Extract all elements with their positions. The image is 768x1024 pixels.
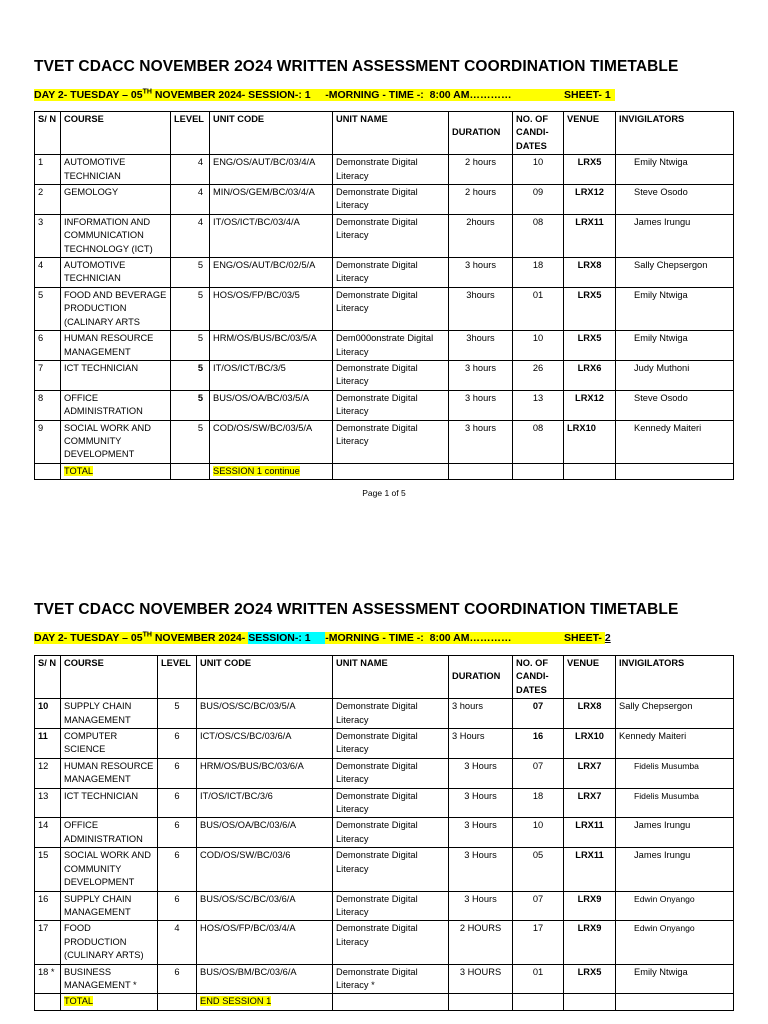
col-unit-name: UNIT NAME — [333, 112, 449, 155]
row-duration: 3 hours — [449, 699, 513, 729]
row-unit-name: Demonstrate Digital Literacy — [333, 848, 449, 891]
row-unit-code: HRM/OS/BUS/BC/03/5/A — [210, 331, 333, 361]
table-row — [35, 848, 734, 891]
row-candidates: 16 — [513, 729, 564, 759]
row-course: ICT TECHNICIAN — [61, 788, 158, 818]
page-footer: Page 1 of 5 — [362, 488, 406, 498]
row-duration: 2 hours — [449, 185, 513, 215]
col-unit-code: UNIT CODE — [210, 112, 333, 155]
row-course: FOOD PRODUCTION (CULINARY ARTS) — [61, 921, 158, 964]
row-unit-name: Demonstrate Digital Literacy — [333, 699, 449, 729]
row-unit-name: Demonstrate Digital Literacy — [333, 891, 449, 921]
row-unit-name: Demonstrate Digital Literacy — [333, 258, 449, 288]
table-row — [35, 258, 734, 288]
row-duration: 3 hours — [449, 258, 513, 288]
row-unit-name: Dem000onstrate Digital Literacy — [333, 331, 449, 361]
row-level: 4 — [171, 214, 210, 257]
page1-day-rest: NOVEMBER 2024- SESSION-: 1 -MORNING - TIME -: 8:00 AM………… SHEET- 1 — [151, 89, 611, 101]
session-note: SESSION 1 continue — [213, 465, 300, 476]
row-invigilator: Steve Osodo — [616, 390, 734, 420]
row-level: 6 — [158, 848, 197, 891]
row-candidates: 10 — [513, 331, 564, 361]
row-duration: 3hours — [449, 287, 513, 330]
row-duration: 3 Hours — [449, 848, 513, 891]
table-row — [35, 818, 734, 848]
row-unit-name: Demonstrate Digital Literacy — [333, 729, 449, 759]
row-invigilator: Edwin Onyango — [616, 891, 734, 921]
row-venue: LRX9 — [564, 921, 616, 964]
row-unit-code: IT/OS/ICT/BC/03/4/A — [210, 214, 333, 257]
row-sn: 7 — [35, 360, 61, 390]
table-row — [35, 729, 734, 759]
row-candidates: 17 — [513, 921, 564, 964]
row-candidates: 18 — [513, 788, 564, 818]
row-course: AUTOMOTIVE TECHNICIAN — [61, 258, 171, 288]
row-sn: 16 — [35, 891, 61, 921]
row-course: INFORMATION AND COMMUNICATION TECHNOLOGY (ICT) — [61, 214, 171, 257]
page2-session-line — [34, 631, 611, 646]
col-duration: DURATION — [449, 656, 513, 699]
table-row — [35, 891, 734, 921]
page2-day-rest: -MORNING - TIME -: 8:00 AM………… SHEET- — [325, 632, 605, 644]
row-course: HUMAN RESOURCE MANAGEMENT — [61, 331, 171, 361]
total-label: TOTAL — [64, 465, 94, 476]
page1-day-prefix: DAY 2- TUESDAY – 05 — [34, 89, 143, 101]
row-unit-code: IT/OS/ICT/BC/3/6 — [197, 788, 333, 818]
row-venue: LRX12 — [564, 390, 616, 420]
row-unit-code: BUS/OS/BM/BC/03/6/A — [197, 964, 333, 994]
row-venue: LRX11 — [564, 818, 616, 848]
col-invigilators: INVIGILATORS — [616, 656, 734, 699]
row-invigilator: James Irungu — [616, 818, 734, 848]
row-invigilator: Fidelis Musumba — [616, 788, 734, 818]
row-candidates: 10 — [513, 818, 564, 848]
row-venue: LRX5 — [564, 155, 616, 185]
row-level: 5 — [171, 390, 210, 420]
row-sn: 15 — [35, 848, 61, 891]
row-course: SUPPLY CHAIN MANAGEMENT — [61, 699, 158, 729]
row-duration: 3 Hours — [449, 788, 513, 818]
row-course: ICT TECHNICIAN — [61, 360, 171, 390]
row-level: 6 — [158, 729, 197, 759]
col-candidates: NO. OF CANDI-DATES — [513, 112, 564, 155]
col-venue: VENUE — [564, 656, 616, 699]
page2-timetable — [34, 655, 734, 1011]
row-sn: 4 — [35, 258, 61, 288]
row-level: 4 — [158, 921, 197, 964]
row-level: 5 — [171, 360, 210, 390]
row-duration: 3 HOURS — [449, 964, 513, 994]
row-unit-name: Demonstrate Digital Literacy — [333, 818, 449, 848]
row-invigilator: Emily Ntwiga — [616, 287, 734, 330]
row-invigilator: Fidelis Musumba — [616, 758, 734, 788]
row-sn: 13 — [35, 788, 61, 818]
row-level: 5 — [171, 258, 210, 288]
row-duration: 3 Hours — [449, 729, 513, 759]
row-course: FOOD AND BEVERAGE PRODUCTION (CALINARY ARTS — [61, 287, 171, 330]
row-unit-code: HOS/OS/FP/BC/03/5 — [210, 287, 333, 330]
row-sn: 12 — [35, 758, 61, 788]
row-candidates: 01 — [513, 964, 564, 994]
row-venue: LRX7 — [564, 758, 616, 788]
row-unit-name: Demonstrate Digital Literacy * — [333, 964, 449, 994]
row-level: 6 — [158, 964, 197, 994]
col-invigilators: INVIGILATORS — [616, 112, 734, 155]
row-invigilator: Kennedy Maiteri — [616, 420, 734, 463]
page1-header-row — [35, 112, 734, 155]
row-candidates: 05 — [513, 848, 564, 891]
row-invigilator: Sally Chepsergon — [616, 699, 734, 729]
col-level: LEVEL — [158, 656, 197, 699]
page2-sheet-number: 2 — [604, 632, 611, 644]
page2-day-sup: TH — [142, 631, 152, 639]
page2-day-session: SESSION-: 1 — [248, 632, 326, 644]
row-unit-name: Demonstrate Digital Literacy — [333, 390, 449, 420]
row-duration: 3 hours — [449, 420, 513, 463]
row-unit-name: Demonstrate Digital Literacy — [333, 921, 449, 964]
row-invigilator: Steve Osodo — [616, 185, 734, 215]
table-row — [35, 155, 734, 185]
row-invigilator: Edwin Onyango — [616, 921, 734, 964]
row-course: OFFICE ADMINISTRATION — [61, 390, 171, 420]
table-row — [35, 964, 734, 994]
row-invigilator: Emily Ntwiga — [616, 964, 734, 994]
row-sn: 17 — [35, 921, 61, 964]
row-venue: LRX11 — [564, 214, 616, 257]
col-sn: S/ N — [35, 112, 61, 155]
page1-title: TVET CDACC NOVEMBER 2O24 WRITTEN ASSESSMENT COORDINATION TIMETABLE — [34, 58, 679, 75]
row-level: 5 — [171, 287, 210, 330]
row-unit-code: HOS/OS/FP/BC/03/4/A — [197, 921, 333, 964]
row-duration: 3 Hours — [449, 891, 513, 921]
page2-day-prefix: DAY 2- TUESDAY – 05 — [34, 632, 143, 644]
row-level: 5 — [171, 420, 210, 463]
row-unit-code: BUS/OS/OA/BC/03/6/A — [197, 818, 333, 848]
row-level: 6 — [158, 891, 197, 921]
row-sn: 8 — [35, 390, 61, 420]
row-sn: 6 — [35, 331, 61, 361]
row-venue: LRX5 — [564, 331, 616, 361]
row-venue: LRX12 — [564, 185, 616, 215]
row-venue: LRX6 — [564, 360, 616, 390]
col-course: COURSE — [61, 112, 171, 155]
row-unit-code: IT/OS/ICT/BC/3/5 — [210, 360, 333, 390]
table-row — [35, 360, 734, 390]
row-venue: LRX8 — [564, 258, 616, 288]
total-label: TOTAL — [64, 996, 94, 1007]
row-candidates: 13 — [513, 390, 564, 420]
page1-timetable — [34, 111, 734, 480]
row-course: AUTOMOTIVE TECHNICIAN — [61, 155, 171, 185]
row-unit-code: BUS/OS/SC/BC/03/6/A — [197, 891, 333, 921]
row-venue: LRX9 — [564, 891, 616, 921]
table-row — [35, 788, 734, 818]
page2-day-mid: NOVEMBER 2024- — [151, 632, 249, 644]
row-duration: 3 Hours — [449, 818, 513, 848]
table-row — [35, 699, 734, 729]
col-level: LEVEL — [171, 112, 210, 155]
row-invigilator: Sally Chepsergon — [616, 258, 734, 288]
row-course: COMPUTER SCIENCE — [61, 729, 158, 759]
row-unit-name: Demonstrate Digital Literacy — [333, 360, 449, 390]
row-sn: 3 — [35, 214, 61, 257]
table-row — [35, 214, 734, 257]
col-duration: DURATION — [449, 112, 513, 155]
row-duration: 3 Hours — [449, 758, 513, 788]
row-candidates: 08 — [513, 214, 564, 257]
row-level: 4 — [171, 185, 210, 215]
row-unit-code: ICT/OS/CS/BC/03/6/A — [197, 729, 333, 759]
col-venue: VENUE — [564, 112, 616, 155]
row-candidates: 09 — [513, 185, 564, 215]
table-row — [35, 287, 734, 330]
row-unit-code: ENG/OS/AUT/BC/02/5/A — [210, 258, 333, 288]
row-course: SUPPLY CHAIN MANAGEMENT — [61, 891, 158, 921]
col-course: COURSE — [61, 656, 158, 699]
row-venue: LRX10 — [564, 729, 616, 759]
row-invigilator: James Irungu — [616, 214, 734, 257]
table-row — [35, 185, 734, 215]
row-venue: LRX5 — [564, 964, 616, 994]
row-level: 6 — [158, 788, 197, 818]
row-unit-code: BUS/OS/OA/BC/03/5/A — [210, 390, 333, 420]
row-candidates: 07 — [513, 891, 564, 921]
row-duration: 2 HOURS — [449, 921, 513, 964]
row-sn: 14 — [35, 818, 61, 848]
row-candidates: 01 — [513, 287, 564, 330]
total-row — [35, 994, 734, 1010]
row-sn: 9 — [35, 420, 61, 463]
row-unit-code: HRM/OS/BUS/BC/03/6/A — [197, 758, 333, 788]
row-level: 5 — [171, 331, 210, 361]
row-unit-name: Demonstrate Digital Literacy — [333, 287, 449, 330]
row-venue: LRX5 — [564, 287, 616, 330]
table-row — [35, 331, 734, 361]
table-row — [35, 758, 734, 788]
row-invigilator: Emily Ntwiga — [616, 331, 734, 361]
row-sn: 1 — [35, 155, 61, 185]
row-unit-name: Demonstrate Digital Literacy — [333, 214, 449, 257]
row-unit-code: COD/OS/SW/BC/03/6 — [197, 848, 333, 891]
row-unit-name: Demonstrate Digital Literacy — [333, 788, 449, 818]
row-venue: LRX8 — [564, 699, 616, 729]
col-candidates: NO. OF CANDI-DATES — [513, 656, 564, 699]
row-course: HUMAN RESOURCE MANAGEMENT — [61, 758, 158, 788]
col-unit-code: UNIT CODE — [197, 656, 333, 699]
row-unit-code: MIN/OS/GEM/BC/03/4/A — [210, 185, 333, 215]
row-unit-code: ENG/OS/AUT/BC/03/4/A — [210, 155, 333, 185]
row-candidates: 10 — [513, 155, 564, 185]
table-row — [35, 921, 734, 964]
row-duration: 2hours — [449, 214, 513, 257]
table-row — [35, 390, 734, 420]
row-sn: 11 — [35, 729, 61, 759]
col-unit-name: UNIT NAME — [333, 656, 449, 699]
session-note: END SESSION 1 — [200, 996, 272, 1007]
row-unit-code: BUS/OS/SC/BC/03/5/A — [197, 699, 333, 729]
row-course: BUSINESS MANAGEMENT * — [61, 964, 158, 994]
page1-day-sup: TH — [142, 88, 152, 96]
row-unit-name: Demonstrate Digital Literacy — [333, 155, 449, 185]
row-level: 6 — [158, 758, 197, 788]
row-venue: LRX7 — [564, 788, 616, 818]
row-duration: 3hours — [449, 331, 513, 361]
row-level: 5 — [158, 699, 197, 729]
total-row — [35, 463, 734, 479]
row-candidates: 18 — [513, 258, 564, 288]
row-candidates: 26 — [513, 360, 564, 390]
row-venue: LRX10 — [564, 420, 616, 463]
row-level: 4 — [171, 155, 210, 185]
row-level: 6 — [158, 818, 197, 848]
row-unit-name: Demonstrate Digital Literacy — [333, 185, 449, 215]
row-course: GEMOLOGY — [61, 185, 171, 215]
row-duration: 3 hours — [449, 360, 513, 390]
row-venue: LRX11 — [564, 848, 616, 891]
row-course: SOCIAL WORK AND COMMUNITY DEVELOPMENT — [61, 848, 158, 891]
row-candidates: 07 — [513, 699, 564, 729]
row-sn: 2 — [35, 185, 61, 215]
row-invigilator: James Irungu — [616, 848, 734, 891]
row-candidates: 08 — [513, 420, 564, 463]
row-duration: 2 hours — [449, 155, 513, 185]
row-course: OFFICE ADMINISTRATION — [61, 818, 158, 848]
row-unit-name: Demonstrate Digital Literacy — [333, 758, 449, 788]
page2-title: TVET CDACC NOVEMBER 2O24 WRITTEN ASSESSMENT COORDINATION TIMETABLE — [34, 601, 679, 618]
row-unit-name: Demonstrate Digital Literacy — [333, 420, 449, 463]
row-invigilator: Kennedy Maiteri — [616, 729, 734, 759]
row-sn: 5 — [35, 287, 61, 330]
page2-header-row — [35, 656, 734, 699]
page1-session-line — [34, 88, 615, 103]
row-sn: 10 — [35, 699, 61, 729]
col-sn: S/ N — [35, 656, 61, 699]
row-candidates: 07 — [513, 758, 564, 788]
row-sn: 18 * — [35, 964, 61, 994]
row-duration: 3 hours — [449, 390, 513, 420]
row-unit-code: COD/OS/SW/BC/03/5/A — [210, 420, 333, 463]
table-row — [35, 420, 734, 463]
row-invigilator: Judy Muthoni — [616, 360, 734, 390]
row-course: SOCIAL WORK AND COMMUNITY DEVELOPMENT — [61, 420, 171, 463]
row-invigilator: Emily Ntwiga — [616, 155, 734, 185]
